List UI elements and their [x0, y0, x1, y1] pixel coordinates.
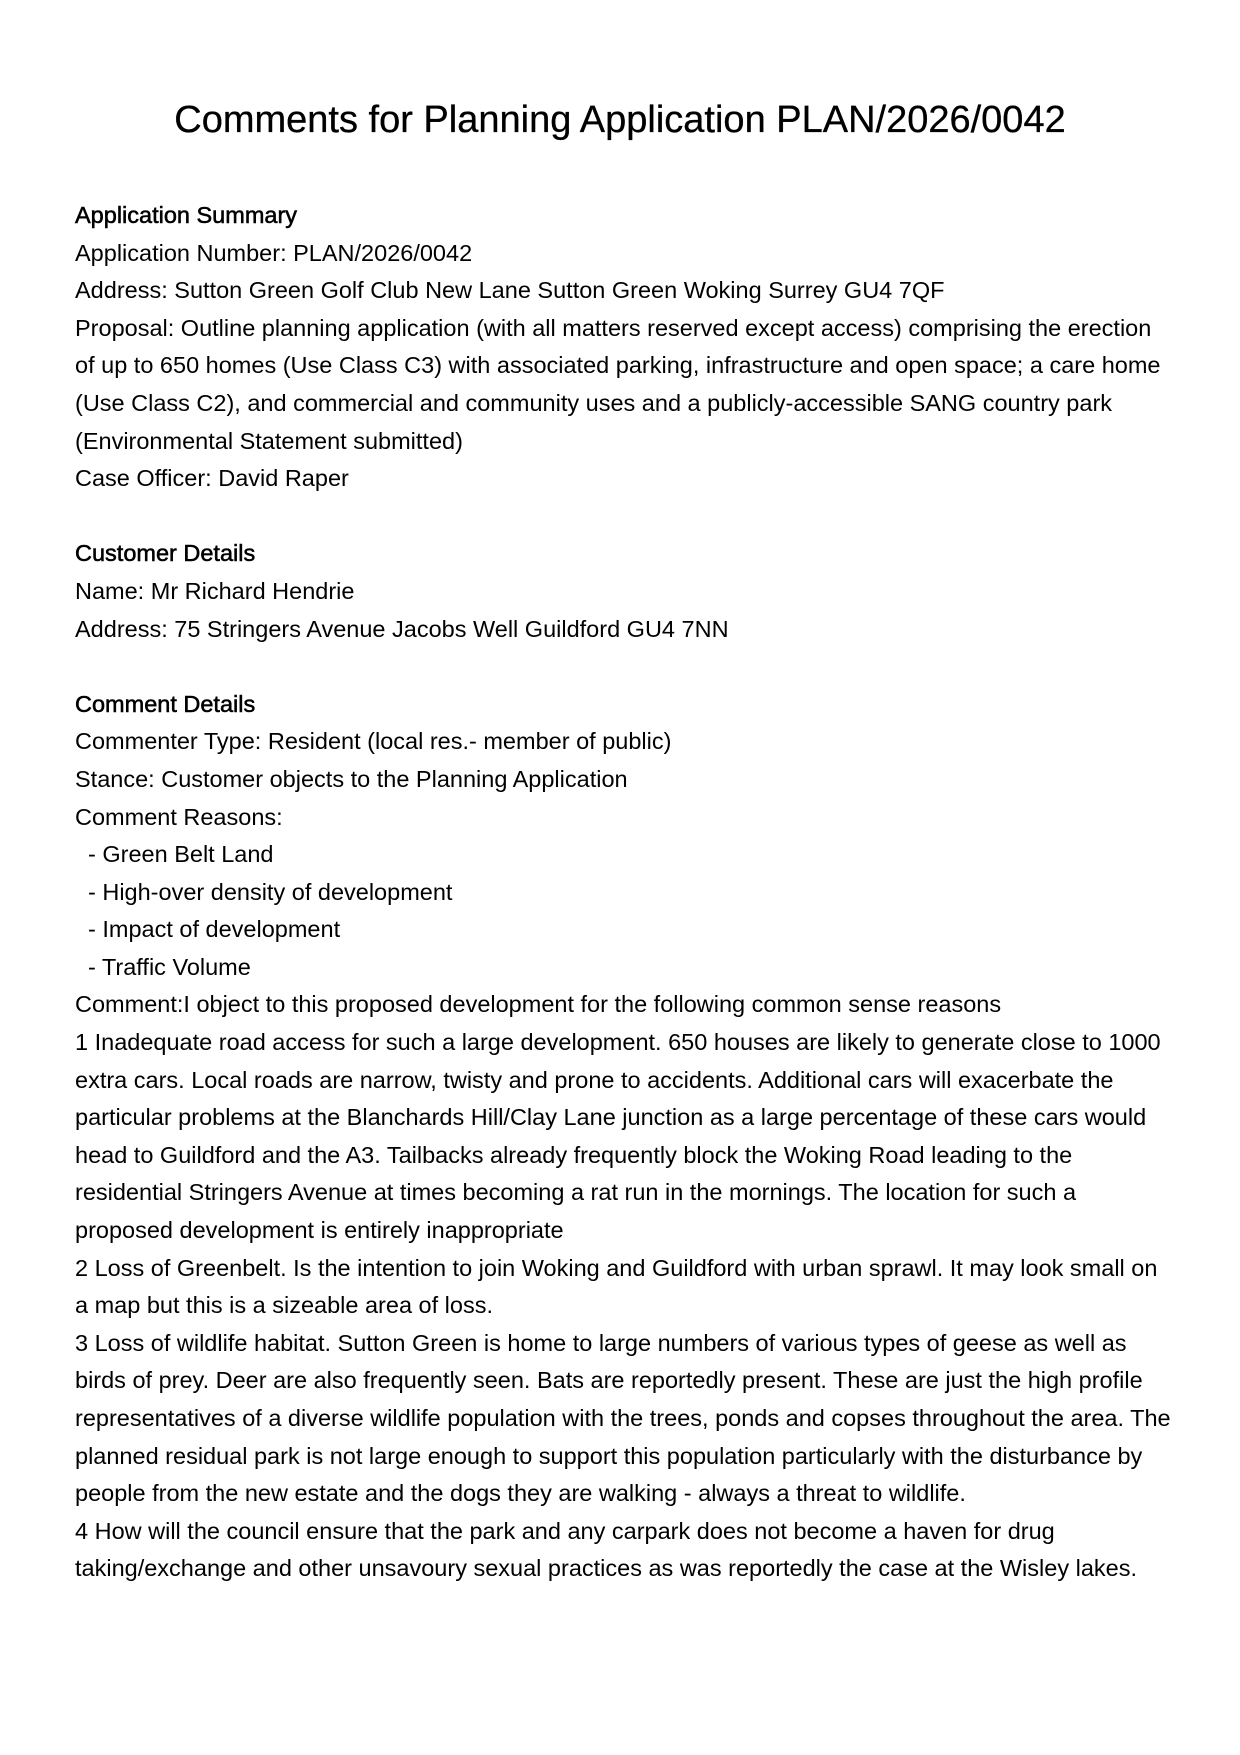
customer-name: Name: Mr Richard Hendrie	[75, 577, 355, 604]
comment-intro: Comment:I object to this proposed development for the following common sense reasons	[75, 991, 1002, 1018]
case-officer: Case Officer: David Raper	[75, 465, 349, 492]
customer-address: Address: 75 Stringers Avenue Jacobs Well Guildford GU4 7NN	[75, 615, 729, 642]
commenter-type: Commenter Type: Resident (local res.- member of public)	[75, 728, 672, 755]
comment-details-heading: Comment Details	[75, 690, 256, 717]
comment-reasons-label: Comment Reasons:	[75, 803, 283, 830]
comment-reason-item: - Impact of development	[88, 916, 341, 943]
application-number: Application Number: PLAN/2026/0042	[75, 239, 473, 266]
stance: Stance: Customer objects to the Planning Application	[75, 765, 628, 792]
application-summary-section	[75, 197, 1175, 498]
application-summary-heading: Application Summary	[75, 202, 298, 228]
application-proposal: Proposal: Outline planning application (with all matters reserved except access) comprising the erection of up to 650 homes (Use Class C3) with associated parking, infrastructure and open space; a care home (Use Class C2), and commercial and community uses and a publicly-accessible SANG country park (Environmental Statement submitted)	[75, 314, 1161, 454]
comment-details-section	[75, 686, 1175, 1588]
application-address: Address: Sutton Green Golf Club New Lane Sutton Green Woking Surrey GU4 7QF	[75, 277, 945, 304]
comment-point: 4 How will the council ensure that the park and any carpark does not become a haven for drug taking/exchange and other unsavoury sexual practices as was reportedly the case at the Wisley lakes.	[75, 1517, 1137, 1582]
page-title: Comments for Planning Application PLAN/2026/0042	[174, 99, 1066, 141]
section-spacer	[75, 498, 1175, 536]
comment-reason-item: - High-over density of development	[88, 878, 453, 905]
comment-point: 1 Inadequate road access for such a large development. 650 houses are likely to generate close to 1000 extra cars. Local roads are narrow, twisty and prone to accidents. Additional cars will exacerbate the particular problems at the Blanchards Hill/Clay Lane junction as a large percentage of these cars would head to Guildford and the A3. Tailbacks already frequently block the Woking Road leading to the residential Stringers Avenue at times becoming a rat run in the mornings. The location for such a proposed development is entirely inappropriate	[75, 1029, 1161, 1244]
comment-reason-item: - Green Belt Land	[88, 841, 274, 868]
customer-details-heading: Customer Details	[75, 540, 256, 567]
document-content	[75, 197, 1175, 1588]
customer-details-section	[75, 535, 1175, 648]
section-spacer	[75, 648, 1175, 686]
comment-reason-item: - Traffic Volume	[88, 953, 251, 980]
comment-point: 3 Loss of wildlife habitat. Sutton Green is home to large numbers of various types of geese as well as birds of prey. Deer are also frequently seen. Bats are reportedly present. These are just the high profile representatives of a diverse wildlife population with the trees, ponds and copses throughout the area. The planned residual park is not large enough to support this population particularly with the disturbance by people from the new estate and the dogs they are walking - always a threat to wildlife.	[75, 1329, 1171, 1507]
comment-point: 2 Loss of Greenbelt. Is the intention to join Woking and Guildford with urban sprawl. It may look small on a map but this is a sizeable area of loss.	[75, 1254, 1158, 1319]
